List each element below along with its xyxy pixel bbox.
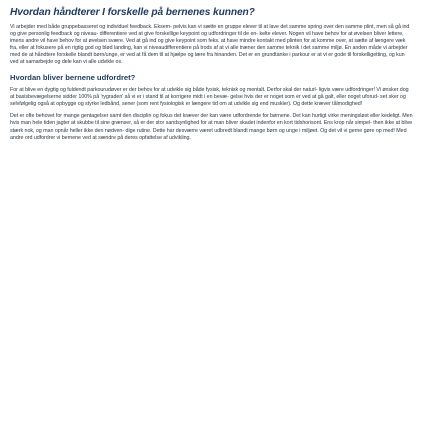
section2-paragraph-1: For at blive en dygtig og fuldendt parkourudøver er der behov for at udvikle sig både fysisk, teknisk og mentalt. Derfor skal der naturl- ligvis være udfordringer! Vi ønsker dog at basisbevægelserne sidder 100% på 'rygraden' så vi er i stand til at korrigere midt i en bevæ- gelse hvis der er noget som er ved at gå galt, eller noget uforud- set sker og selvfølgelig også at opbygge og styrke ledbånd, sener (som rent fysiologisk er længere tid om at udvikle sig end muskler). Og dette kræver tålmodighed! [10,87,409,108]
article-title: Hvordan håndterer I forskelle på bernenes kunnen? [10,7,255,18]
section2-subtitle: Hvordan bliver bernene udfordret? [10,73,136,83]
section1-paragraph-1: Vi arbejder med både gruppebasseret og individuel feedback. Eksem- pelvis kan vi sætte en gruppe elever til at lave det samme spring over den samme plint, men så gå ind og give personlig feedback og niveau- differentiere ved at give forskellige keypoint og udfordringer til de en- kelte elever. Nogen vil have behov for at øvelsen bliver lettere, imens andre vil have behov for at øvelsen svære. Ved at gå ind og give keypoint som feks. at have mindre kontakt med plinten for at komme over, at sætte af længere væk fra, eller at fokusere på en rigtig god og blød landing, kan vi niveaudifferentiere på trods af at vi alle træner den samme teknik i det samme miljø. En anden måde vi arbejder med de at håndtere forskelle blandt børn/unge, er ved at få dem til at hjælpe og lære fra hinanden. Det er en grundtanke i parkour er at vi er gode til forskelligetting, og kun ved at samarbejde og dele kan vi alle udvikle os. [10,24,410,66]
section2-paragraph-2: Det er ofte behovet for mange gentagelser samt den disciplin og fokus det kræver der kan være udfordrende for børnene. Det kan hurtigt virke meningsløst eller kedeligt. Men hvis man hele tiden jagter at skubbe til sine grænser, så er der stor sandsynlighed for at man bliver skadet indenfor en kort tidshorisont. Ens krop når simpel- then ikke at blive stærk nok, og man opnår heller ikke den nødven- dige rutine. Dette har desværre været udbredt blandt mange børn og unge i miljøet. Og det vil vi gerne gøre op med! Med andre ord udfordrer vi bernene ved at sændre på deres opfattelse af udvikling. [10,113,413,141]
